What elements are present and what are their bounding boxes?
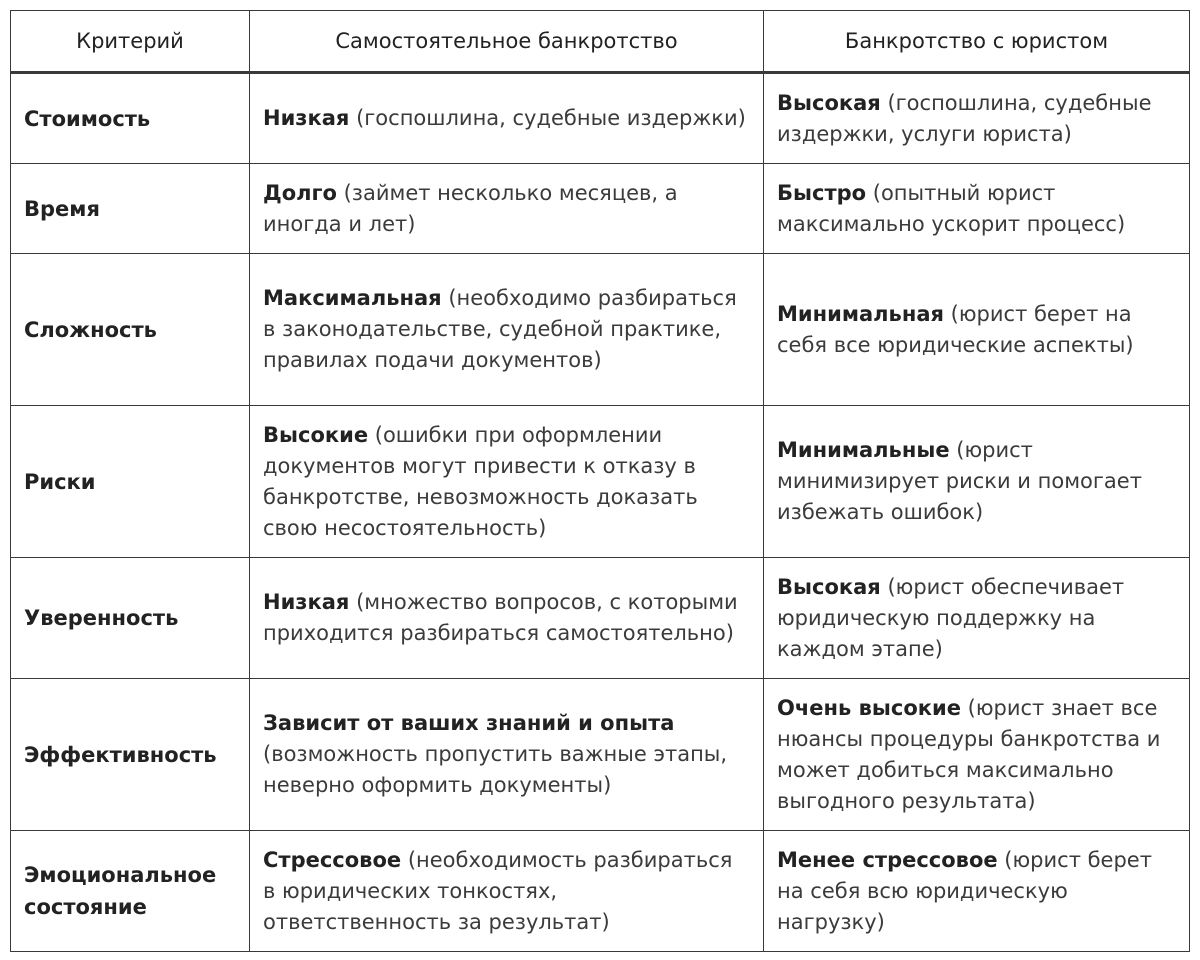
criterion-cell: Эффективность (11, 679, 250, 831)
comparison-table (10, 10, 1190, 952)
table-row (11, 679, 1190, 831)
table-row (11, 558, 1190, 679)
self-lead: Максимальная (263, 286, 442, 310)
self-detail: (множество вопросов, с которыми приходится разбираться самостоятельно) (263, 590, 738, 645)
self-cell (250, 679, 764, 831)
lawyer-detail: (юрист минимизирует риски и помогает избежать ошибок) (777, 438, 1142, 524)
lawyer-cell (764, 164, 1190, 254)
lawyer-lead: Высокая (777, 574, 881, 599)
criterion-cell: Риски (11, 406, 250, 558)
lawyer-lead: Очень высокие (777, 695, 961, 720)
lawyer-detail: (госпошлина, судебные издержки, услуги юриста) (777, 90, 1152, 146)
self-detail: (возможность пропустить важные этапы, неверно оформить документы) (263, 742, 728, 797)
table-body (11, 73, 1190, 952)
header-self-bankruptcy: Самостоятельное банкротство (250, 11, 764, 73)
criterion-cell: Время (11, 164, 250, 254)
self-lead: Долго (263, 180, 337, 205)
self-detail: (госпошлина, судебные издержки) (349, 106, 746, 130)
comparison-table-container (10, 10, 1189, 952)
criterion-cell: Эмоциональное состояние (11, 831, 250, 952)
table-row (11, 73, 1190, 164)
table-header (11, 11, 1190, 73)
lawyer-cell (764, 831, 1190, 952)
lawyer-detail: (опытный юрист максимально ускорит процесс) (777, 180, 1126, 236)
criterion-cell: Сложность (11, 254, 250, 406)
lawyer-lead: Менее стрессовое (777, 847, 998, 872)
criterion-cell: Уверенность (11, 558, 250, 679)
lawyer-lead: Минимальная (777, 301, 944, 326)
self-lead: Стрессовое (263, 847, 402, 872)
self-cell (250, 164, 764, 254)
self-detail: (необходимость разбираться в юридических тонкостях, ответственность за результат) (263, 847, 733, 934)
lawyer-lead: Минимальные (777, 438, 950, 462)
header-lawyer-bankruptcy: Банкротство с юристом (764, 11, 1190, 73)
table-row (11, 254, 1190, 406)
header-row (11, 11, 1190, 73)
header-criterion: Критерий (11, 11, 250, 73)
table-row (11, 406, 1190, 558)
lawyer-detail: (юрист берет на себя всю юридическую нагрузку) (777, 847, 1152, 934)
lawyer-detail: (юрист берет на себя все юридические аспекты) (777, 301, 1134, 357)
self-lead: Низкая (263, 590, 350, 614)
lawyer-lead: Высокая (777, 90, 881, 115)
table-row (11, 164, 1190, 254)
lawyer-cell (764, 254, 1190, 406)
self-detail: (займет несколько месяцев, а иногда и лет) (263, 180, 678, 236)
self-cell (250, 254, 764, 406)
self-lead: Зависит от ваших знаний и опыта (263, 711, 675, 735)
lawyer-detail: (юрист обеспечивает юридическую поддержку на каждом этапе) (777, 574, 1125, 661)
self-cell (250, 558, 764, 679)
self-lead: Низкая (263, 106, 350, 130)
self-cell (250, 831, 764, 952)
self-lead: Высокие (263, 422, 369, 447)
lawyer-cell (764, 558, 1190, 679)
self-cell (250, 73, 764, 164)
lawyer-detail: (юрист знает все нюансы процедуры банкротства и может добиться максимально выгодного результата) (777, 695, 1161, 813)
self-cell (250, 406, 764, 558)
self-detail: (ошибки при оформлении документов могут привести к отказу в банкротстве, невозможность доказать свою несостоятельность) (263, 422, 698, 540)
lawyer-lead: Быстро (777, 180, 867, 205)
lawyer-cell (764, 679, 1190, 831)
self-detail: (необходимо разбираться в законодательстве, судебной практике, правилах подачи документов) (263, 286, 737, 372)
lawyer-cell (764, 73, 1190, 164)
criterion-cell: Стоимость (11, 73, 250, 164)
table-row (11, 831, 1190, 952)
lawyer-cell (764, 406, 1190, 558)
